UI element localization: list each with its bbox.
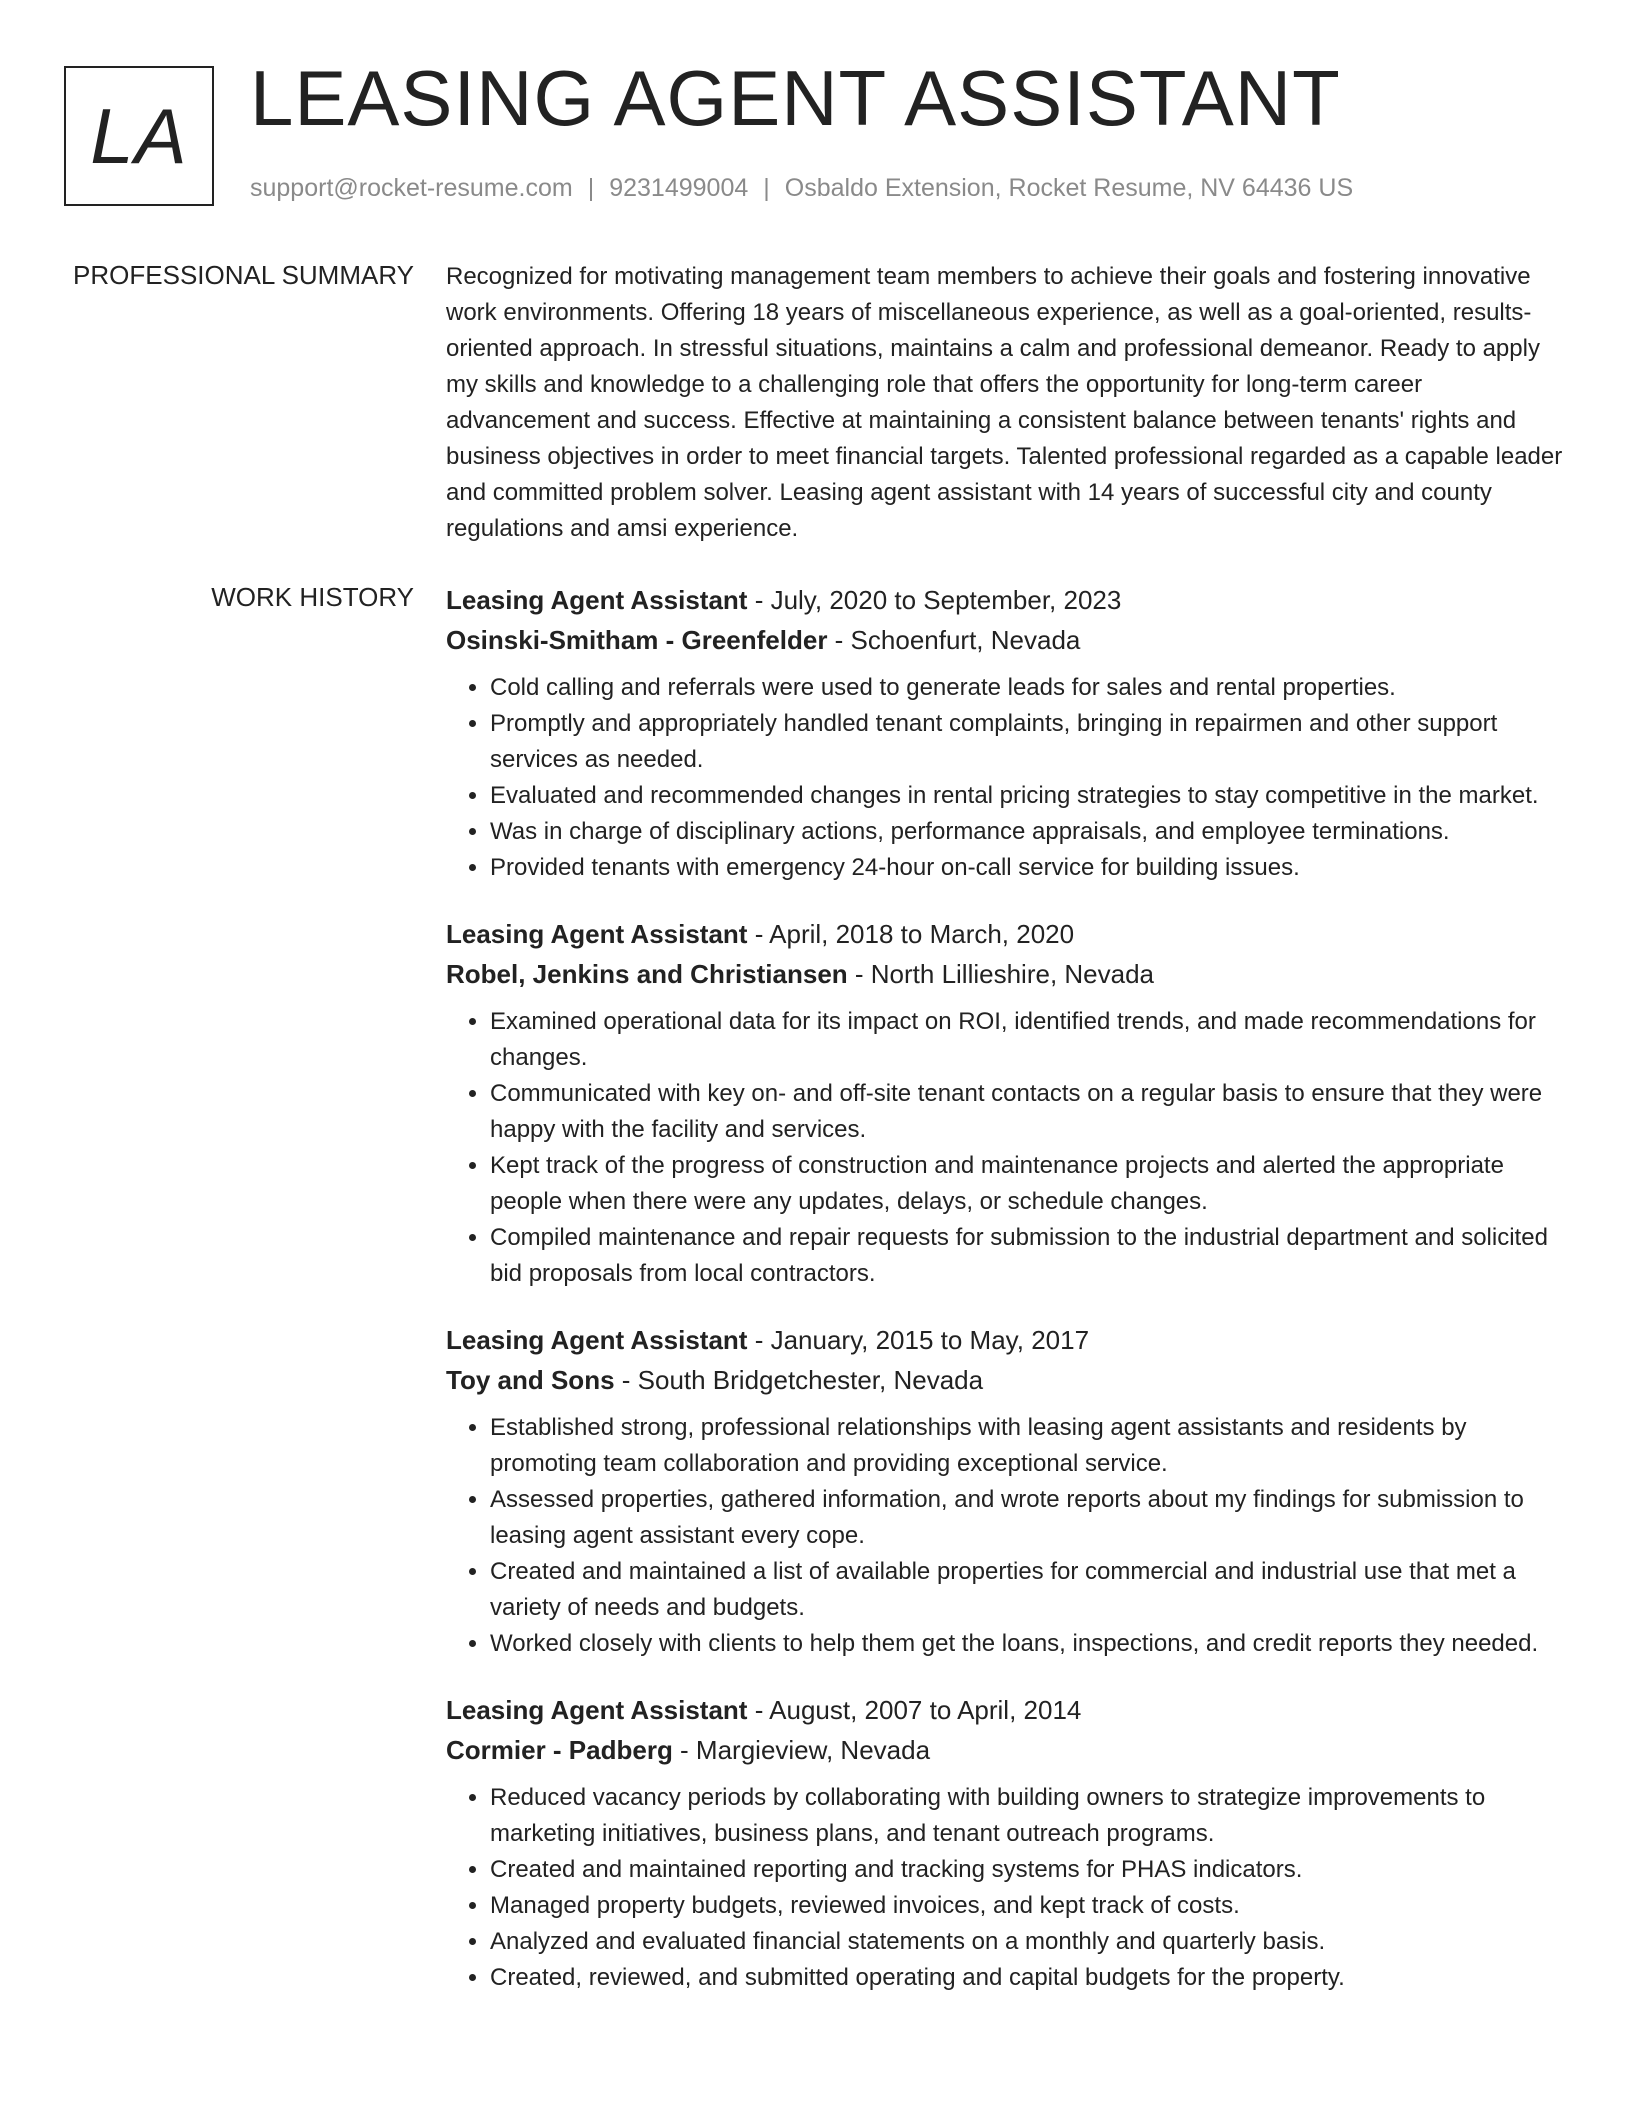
- job-bullet: • Cold calling and referrals were used to generate leads for sales and rental properties.: [490, 670, 1570, 706]
- contact-line: [250, 174, 1353, 203]
- work-history-heading: WORK HISTORY: [211, 582, 414, 612]
- job-bullet: • Kept track of the progress of construction and maintenance projects and alerted the appropriate people when there were any updates, delays, or schedule changes.: [490, 1148, 1570, 1220]
- job-bullets: [446, 1004, 1570, 1292]
- resume-name: LEASING AGENT ASSISTANT: [250, 54, 1341, 142]
- job-company: Robel, Jenkins and Christiansen: [446, 959, 848, 989]
- job-company: Toy and Sons: [446, 1365, 615, 1395]
- job-company-line: [446, 620, 1570, 660]
- contact-address: Osbaldo Extension, Rocket Resume, NV 64436 US: [784, 174, 1354, 202]
- job-bullet: • Created and maintained a list of available properties for commercial and industrial use that met a variety of needs and budgets.: [490, 1554, 1570, 1626]
- job-bullet: • Established strong, professional relationships with leasing agent assistants and residents by promoting team collaboration and providing exceptional service.: [490, 1410, 1570, 1482]
- job-title: Leasing Agent Assistant: [446, 1325, 748, 1355]
- job-company: Cormier - Padberg: [446, 1735, 673, 1765]
- job-title: Leasing Agent Assistant: [446, 585, 748, 615]
- professional-summary-heading: PROFESSIONAL SUMMARY: [73, 260, 414, 290]
- work-history-list: [446, 580, 1570, 2024]
- job-bullet: • Was in charge of disciplinary actions, performance appraisals, and employee terminations.: [490, 814, 1570, 850]
- job-entry: [446, 914, 1570, 1292]
- job-title: Leasing Agent Assistant: [446, 919, 748, 949]
- job-company: Osinski-Smitham - Greenfelder: [446, 625, 828, 655]
- contact-separator: |: [763, 174, 770, 202]
- contact-phone: 9231499004: [609, 174, 749, 202]
- monogram-logo: [64, 66, 214, 206]
- contact-email: support@rocket-resume.com: [250, 174, 573, 202]
- job-bullet: • Created, reviewed, and submitted operating and capital budgets for the property.: [490, 1960, 1570, 1996]
- job-entry: [446, 1320, 1570, 1662]
- monogram-text: LA: [90, 91, 188, 180]
- job-bullet: • Reduced vacancy periods by collaborating with building owners to strategize improvements to marketing initiatives, business plans, and tenant outreach programs.: [490, 1780, 1570, 1852]
- job-bullet: • Managed property budgets, reviewed invoices, and kept track of costs.: [490, 1888, 1570, 1924]
- job-bullets: [446, 1780, 1570, 1996]
- job-dates: - January, 2015 to May, 2017: [747, 1325, 1090, 1355]
- job-bullets: [446, 670, 1570, 886]
- job-title-line: [446, 1690, 1570, 1730]
- job-company-line: [446, 954, 1570, 994]
- job-company-line: [446, 1360, 1570, 1400]
- job-bullet: • Promptly and appropriately handled tenant complaints, bringing in repairmen and other support services as needed.: [490, 706, 1570, 778]
- job-dates: - August, 2007 to April, 2014: [747, 1695, 1082, 1725]
- job-title: Leasing Agent Assistant: [446, 1695, 748, 1725]
- contact-separator: |: [587, 174, 595, 202]
- job-bullet: • Compiled maintenance and repair requests for submission to the industrial department and solicited bid proposals from local contractors.: [490, 1220, 1570, 1292]
- job-location: - South Bridgetchester, Nevada: [614, 1365, 984, 1395]
- job-bullet: • Evaluated and recommended changes in rental pricing strategies to stay competitive in the market.: [490, 778, 1570, 814]
- job-location: - Margieview, Nevada: [672, 1735, 931, 1765]
- job-bullets: [446, 1410, 1570, 1662]
- job-bullet: • Created and maintained reporting and tracking systems for PHAS indicators.: [490, 1852, 1570, 1888]
- job-title-line: [446, 914, 1570, 954]
- job-bullet: • Communicated with key on- and off-site tenant contacts on a regular basis to ensure that they were happy with the facility and services.: [490, 1076, 1570, 1148]
- job-entry: [446, 580, 1570, 886]
- job-bullet: • Provided tenants with emergency 24-hour on-call service for building issues.: [490, 850, 1570, 886]
- job-bullet: • Worked closely with clients to help them get the loans, inspections, and credit reports they needed.: [490, 1626, 1570, 1662]
- job-bullet: • Analyzed and evaluated financial statements on a monthly and quarterly basis.: [490, 1924, 1570, 1960]
- job-title-line: [446, 1320, 1570, 1360]
- job-entry: [446, 1690, 1570, 1996]
- job-location: - North Lillieshire, Nevada: [847, 959, 1155, 989]
- job-bullet: • Examined operational data for its impact on ROI, identified trends, and made recommendations for changes.: [490, 1004, 1570, 1076]
- job-dates: - April, 2018 to March, 2020: [747, 919, 1075, 949]
- job-title-line: [446, 580, 1570, 620]
- job-company-line: [446, 1730, 1570, 1770]
- professional-summary-text: Recognized for motivating management team members to achieve their goals and fostering innovative work environments. Offering 18 years of miscellaneous experience, as well as a goal-oriented, results-oriented approach. In stressful situations, maintains a calm and professional demeanor. Ready to apply my skills and knowledge to a challenging role that offers the opportunity for long-term career advancement and success. Effective at maintaining a consistent balance between tenants' rights and business objectives in order to meet financial targets. Talented professional regarded as a capable leader and committed problem solver. Leasing agent assistant with 14 years of successful city and county regulations and amsi experience.: [446, 263, 1563, 542]
- job-bullet: • Assessed properties, gathered information, and wrote reports about my findings for submission to leasing agent assistant every cope.: [490, 1482, 1570, 1554]
- job-location: - Schoenfurt, Nevada: [827, 625, 1081, 655]
- job-dates: - July, 2020 to September, 2023: [747, 585, 1122, 615]
